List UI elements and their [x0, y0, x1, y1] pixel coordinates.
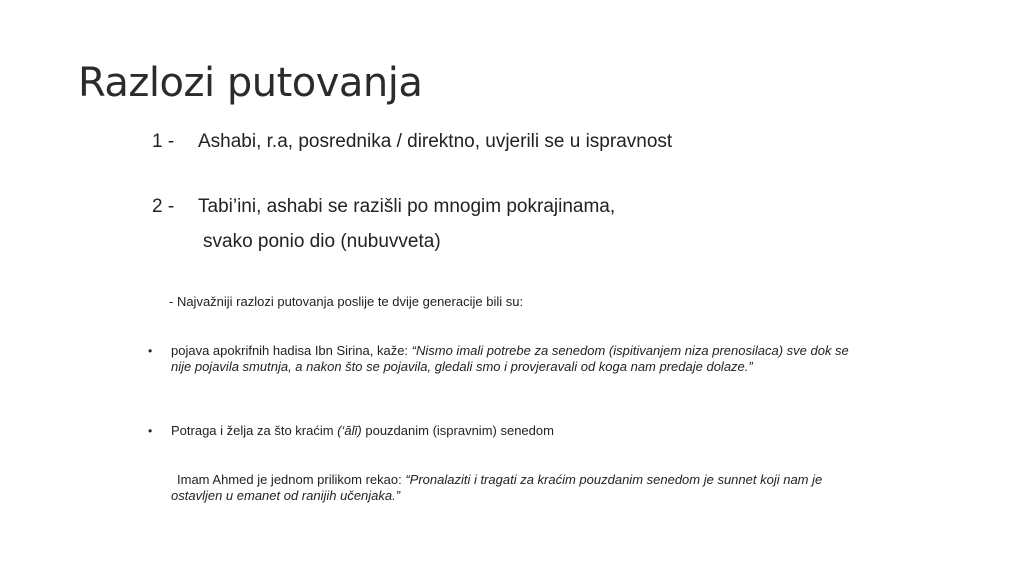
- point-1-number: 1 -: [152, 131, 175, 152]
- slide-title: Razlozi putovanja: [78, 60, 423, 106]
- bullet-2-text-before: Potraga i želja za što kraćim: [171, 423, 338, 438]
- bullet-1-text: pojava apokrifnih hadisa Ibn Sirina, kaže:: [171, 343, 412, 358]
- point-1-text: Ashabi, r.a, posrednika / direktno, uvjerili se u ispravnost: [198, 131, 673, 152]
- point-2-continuation: svako ponio dio (nubuvveta): [203, 231, 441, 252]
- point-2-number: 2 -: [152, 196, 175, 217]
- imam-ahmed-text: Imam Ahmed je jednom prilikom rekao:: [177, 472, 406, 487]
- imam-ahmed-quote: [171, 472, 871, 504]
- generations-note: - Najvažniji razlozi putovanja poslije te dvije generacije bili su:: [169, 294, 524, 309]
- point-2-text: Tabi’ini, ashabi se razišli po mnogim pokrajinama,: [198, 196, 616, 217]
- point-2: [152, 196, 615, 218]
- bullet-1-marker: •: [148, 344, 153, 358]
- bullet-2-text-after: pouzdanim (ispravnim) senedom: [361, 423, 554, 438]
- imam-ahmed-quote-text: “Pronalaziti i tragati za kraćim pouzdanim senedom je sunnet koji nam je ostavljen u emanet od ranijih učenjaka.”: [171, 472, 823, 503]
- bullet-2: [171, 423, 554, 439]
- bullet-1: [171, 343, 871, 375]
- bullet-2-italic: (‘ālī): [337, 423, 362, 438]
- bullet-2-marker: •: [148, 424, 153, 438]
- bullet-1-quote: “Nismo imali potrebe za senedom (ispitivanjem niza prenosilaca) sve dok se nije pojavila smutnja, a nakon što se pojavila, gledali smo i provjeravali od koga nam predaje dolaze.”: [171, 343, 849, 374]
- point-1: [152, 131, 672, 153]
